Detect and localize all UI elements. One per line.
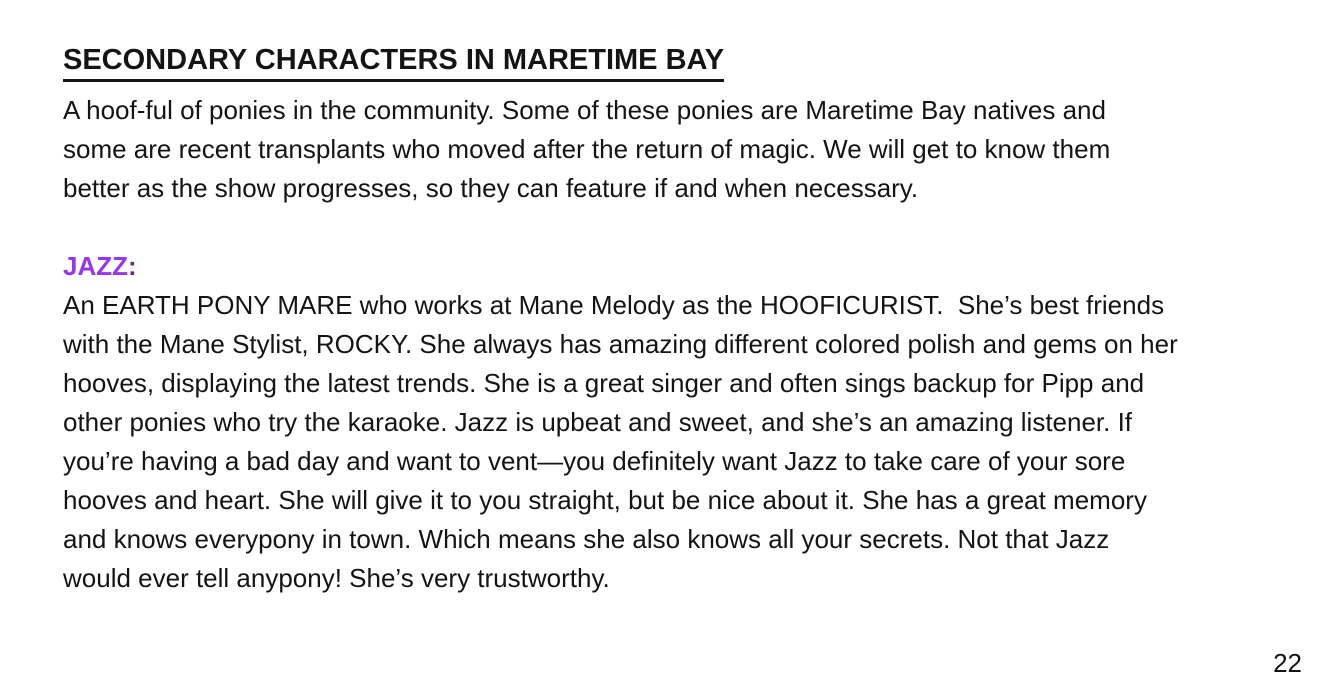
description-line-3: hooves, displaying the latest trends. She is a great singer and often sings backup for Pipp and (63, 368, 1145, 398)
character-description-paragraph (63, 286, 1303, 598)
character-heading-colon: : (128, 251, 137, 281)
page-number: 22 (1273, 648, 1302, 678)
blank-line (63, 208, 1303, 247)
description-line-1: An EARTH PONY MARE who works at Mane Melody as the HOOFICURIST. She’s best friends (63, 290, 1165, 320)
description-line-5: you’re having a bad day and want to vent—you definitely want Jazz to take care of your sore (63, 446, 1126, 476)
intro-line-3: better as the show progresses, so they can feature if and when necessary. (63, 173, 919, 203)
description-line-7: and knows everypony in town. Which means she also knows all your secrets. Not that Jazz (63, 524, 1110, 554)
character-heading (63, 247, 1303, 286)
section-heading-text: SECONDARY CHARACTERS IN MARETIME BAY (63, 42, 724, 82)
description-line-4: other ponies who try the karaoke. Jazz is upbeat and sweet, and she’s an amazing listener. If (63, 407, 1133, 437)
intro-line-2: some are recent transplants who moved after the return of magic. We will get to know them (63, 134, 1111, 164)
description-line-8: would ever tell anypony! She’s very trustworthy. (63, 563, 610, 593)
section-heading (63, 42, 1303, 82)
description-line-2: with the Mane Stylist, ROCKY. She always has amazing different colored polish and gems on her (63, 329, 1178, 359)
character-name: JAZZ (63, 251, 128, 281)
intro-paragraph (63, 91, 1303, 208)
intro-line-1: A hoof-ful of ponies in the community. Some of these ponies are Maretime Bay natives and (63, 95, 1106, 125)
description-line-6: hooves and heart. She will give it to you straight, but be nice about it. She has a great memory (63, 485, 1147, 515)
